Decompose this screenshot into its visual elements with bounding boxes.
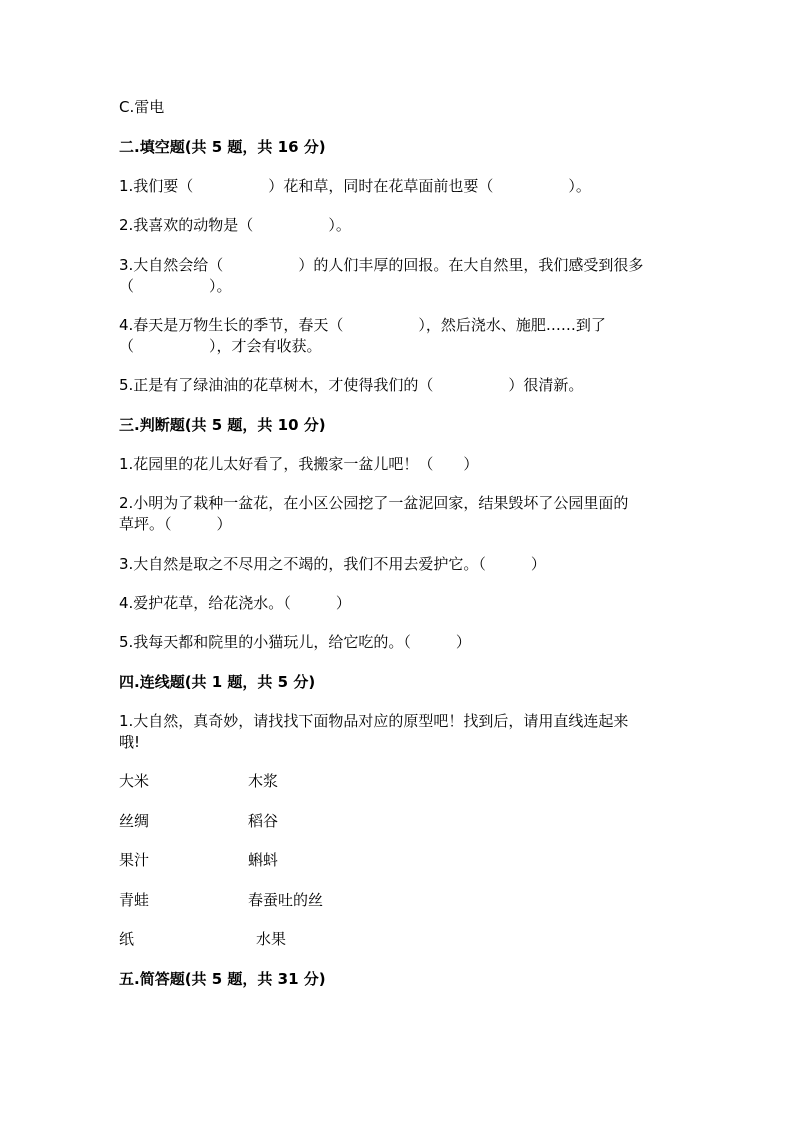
question-text: 1.我们要（ ）花和草，同时在花草面前也要（ ）。 — [119, 177, 591, 195]
match-left-item: 果汁 — [119, 851, 150, 869]
section-heading-short-answer: 五.简答题(共 5 题，共 31 分) — [119, 970, 326, 988]
match-left-item: 青蛙 — [119, 891, 150, 909]
question-text: 3.大自然是取之不尽用之不竭的，我们不用去爱护它。（ ） — [119, 555, 546, 573]
match-right-item: 春蚕吐的丝 — [248, 891, 324, 909]
match-left-item: 纸 — [119, 930, 135, 948]
section-heading-matching: 四.连线题(共 1 题，共 5 分) — [119, 673, 316, 691]
question-text: 5.我每天都和院里的小猫玩儿，给它吃的。（ ） — [119, 633, 471, 651]
question-text: 2.我喜欢的动物是（ ）。 — [119, 216, 351, 234]
match-right-item: 蝌蚪 — [248, 851, 279, 869]
match-left-item: 丝绸 — [119, 812, 150, 830]
question-text: 5.正是有了绿油油的花草树木，才使得我们的（ ）很清新。 — [119, 376, 584, 394]
question-text-continued: 草坪。（ ） — [119, 515, 232, 533]
match-left-item: 大米 — [119, 772, 150, 790]
question-text: 4.春天是万物生长的季节，春天（ ），然后浇水、施肥……到了 — [119, 316, 606, 334]
question-text: 4.爱护花草，给花浇水。（ ） — [119, 594, 351, 612]
question-text-continued: 哦! — [119, 733, 141, 751]
question-text: 2.小明为了栽种一盆花，在小区公园挖了一盆泥回家，结果毁坏了公园里面的 — [119, 494, 629, 512]
section-heading-true-false: 三.判断题(共 5 题，共 10 分) — [119, 416, 326, 434]
question-text: 1.大自然，真奇妙，请找找下面物品对应的原型吧！找到后，请用直线连起来 — [119, 712, 629, 730]
section-heading-fill-blank: 二.填空题(共 5 题，共 16 分) — [119, 138, 326, 156]
question-text: 1.花园里的花儿太好看了，我搬家一盆儿吧！（ ） — [119, 455, 479, 473]
question-text-continued: （ ）。 — [119, 277, 232, 295]
match-right-item: 水果 — [256, 930, 287, 948]
match-right-item: 木浆 — [248, 772, 279, 790]
match-right-item: 稻谷 — [248, 812, 279, 830]
question-text-continued: （ ），才会有收获。 — [119, 337, 322, 355]
question-text: 3.大自然会给（ ）的人们丰厚的回报。在大自然里，我们感受到很多 — [119, 256, 644, 274]
option-c: C.雷电 — [119, 98, 165, 116]
